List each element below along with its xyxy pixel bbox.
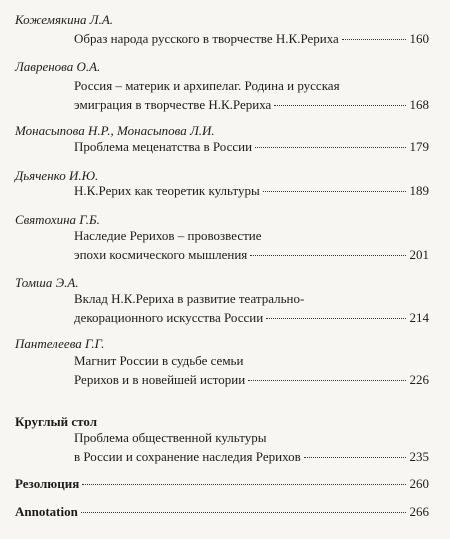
entry-title-line: Наследие Рерихов – провозвестие	[74, 228, 262, 243]
entry-page-number: 266	[409, 504, 429, 519]
entry-title	[74, 226, 429, 264]
entry-title	[74, 428, 429, 466]
entry-title-line: эмиграция в творчестве Н.К.Рериха	[74, 97, 272, 112]
resolution-label: Резолюция	[15, 476, 80, 491]
entry-title	[74, 76, 429, 114]
entry-page-number: 235	[409, 449, 429, 464]
leader-dots	[274, 105, 405, 106]
leader-dots	[342, 39, 406, 40]
annotation-label: Annotation	[15, 504, 78, 519]
leader-dots	[248, 380, 405, 381]
entry-page-number: 201	[409, 247, 429, 262]
entry-author: Лавренова О.А.	[15, 59, 101, 74]
leader-dots	[266, 318, 405, 319]
entry-page-number: 226	[409, 372, 429, 387]
entry-title-line: Проблема меценатства в России	[74, 139, 253, 154]
entry-title-line: Магнит России в судьбе семьи	[74, 353, 244, 368]
entry-author: Дьяченко И.Ю.	[15, 168, 99, 183]
resolution-row	[15, 474, 429, 493]
entry-title-line: Проблема общественной культуры	[74, 430, 267, 445]
entry-title-line: декорационного искусства России	[74, 310, 264, 325]
entry-title-line: Россия – материк и архипелаг. Родина и русская	[74, 78, 340, 93]
leader-dots	[263, 191, 406, 192]
annotation-row	[15, 502, 429, 521]
entry-title-line: Н.К.Рерих как теоретик культуры	[74, 183, 260, 198]
leader-dots	[81, 512, 406, 513]
entry-title-line: Образ народа русского в творчестве Н.К.Рериха	[74, 31, 339, 46]
entry-title-line: Рерихов и в новейшей истории	[74, 372, 246, 387]
entry-page-number: 189	[409, 183, 429, 198]
leader-dots	[250, 255, 405, 256]
entry-title-line: в России и сохранение наследия Рерихов	[74, 449, 301, 464]
entry-author: Кожемякина Л.А.	[15, 12, 114, 27]
leader-dots	[82, 484, 405, 485]
entry-author: Святохина Г.Б.	[15, 212, 100, 227]
entry-title	[74, 137, 429, 156]
entry-page-number: 160	[409, 31, 429, 46]
entry-author: Монасыпова Н.Р., Монасыпова Л.И.	[15, 123, 215, 138]
entry-page-number: 214	[409, 310, 429, 325]
entry-page-number: 260	[409, 476, 429, 491]
entry-page-number: 168	[409, 97, 429, 112]
section-heading: Круглый стол	[15, 414, 98, 429]
entry-title	[74, 351, 429, 389]
entry-page-number: 179	[409, 139, 429, 154]
entry-title	[74, 29, 429, 48]
entry-title-line: эпохи космического мышления	[74, 247, 248, 262]
entry-title	[74, 181, 429, 200]
entry-title-line: Вклад Н.К.Рериха в развитие театрально-	[74, 291, 305, 306]
entry-author: Томша Э.А.	[15, 275, 79, 290]
leader-dots	[255, 147, 405, 148]
entry-author: Пантелеева Г.Г.	[15, 336, 105, 351]
leader-dots	[304, 457, 406, 458]
entry-title	[74, 289, 429, 327]
